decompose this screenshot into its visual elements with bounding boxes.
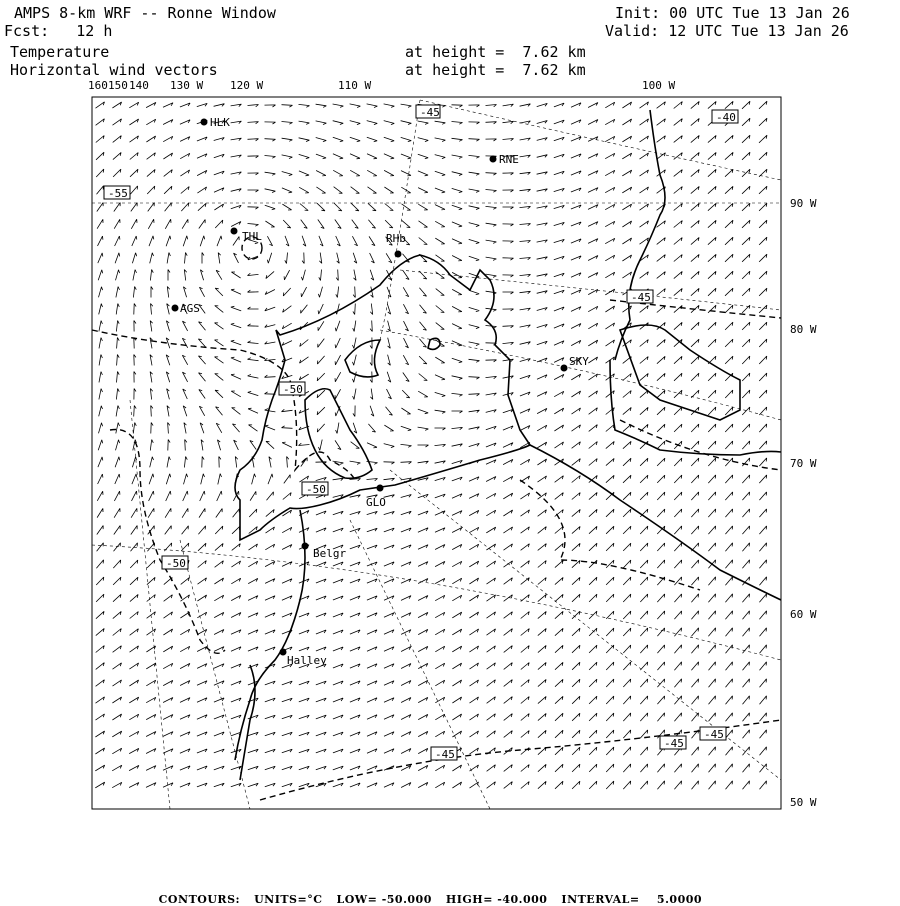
temperature-contours	[92, 237, 781, 800]
svg-text:RNE: RNE	[499, 153, 519, 166]
svg-text:-50: -50	[283, 383, 303, 396]
tick-160: 160	[88, 79, 108, 92]
station-halley[interactable]	[280, 649, 328, 668]
tick-50w: 50 W	[790, 796, 817, 809]
tick-150: 150	[108, 79, 128, 92]
contour-label-east	[627, 290, 653, 304]
valid-time: Valid: 12 UTC Tue 13 Jan 26	[605, 22, 849, 40]
svg-text:-55: -55	[108, 187, 128, 200]
latitude-labels	[790, 197, 817, 809]
contour-label-top-right	[712, 110, 738, 124]
svg-text:Belgr: Belgr	[313, 547, 347, 560]
contour-label-center	[302, 482, 328, 496]
tick-70w: 70 W	[790, 457, 817, 470]
contours-low: LOW= -50.000	[336, 893, 432, 906]
station-hlk[interactable]	[201, 116, 231, 129]
field-wind: Horizontal wind vectors	[10, 61, 218, 79]
contour-label-top	[416, 105, 440, 119]
contour-labels	[104, 105, 738, 761]
svg-text:GLO: GLO	[366, 496, 386, 509]
field-temperature-height: at height = 7.62 km	[405, 43, 586, 61]
svg-text:THL: THL	[242, 230, 262, 243]
meridian-line-h	[130, 400, 170, 809]
svg-text:-45: -45	[631, 291, 651, 304]
alexander-island	[620, 325, 740, 420]
tick-110w: 110 W	[338, 79, 372, 92]
svg-text:-50: -50	[166, 557, 186, 570]
contour-label-south-east-2	[700, 727, 726, 741]
coast-south-west	[240, 665, 255, 780]
stations	[172, 116, 590, 667]
svg-text:-45: -45	[435, 748, 455, 761]
station-rne[interactable]	[490, 153, 519, 166]
contour-info	[150, 880, 716, 906]
contour-minus50-north	[92, 330, 355, 480]
tick-100w: 100 W	[642, 79, 676, 92]
field-temperature: Temperature	[10, 43, 110, 61]
svg-text:-45: -45	[420, 106, 440, 119]
init-time: Init: 00 UTC Tue 13 Jan 26	[615, 4, 850, 22]
tick-140: 140	[129, 79, 149, 92]
wind-vectors	[95, 101, 767, 789]
henry-ice-rise	[345, 340, 380, 377]
contour-label-left	[104, 186, 130, 200]
svg-text:Halley: Halley	[287, 654, 327, 667]
tick-90w: 90 W	[790, 197, 817, 210]
tick-60w: 60 W	[790, 608, 817, 621]
coast-peninsula-north	[615, 110, 665, 360]
svg-text:-50: -50	[306, 483, 326, 496]
contours-high: HIGH= -40.000	[445, 893, 548, 906]
svg-text:-45: -45	[664, 737, 684, 750]
longitude-labels	[88, 79, 675, 92]
coast-west	[235, 510, 305, 760]
station-belgr[interactable]	[302, 543, 347, 561]
contour-label-mid-left	[279, 382, 305, 396]
map-title: AMPS 8-km WRF -- Ronne Window	[14, 4, 276, 22]
meridian-line-a	[92, 545, 781, 660]
svg-text:-40: -40	[716, 111, 736, 124]
contour-label-west	[162, 556, 188, 570]
tick-130w: 130 W	[170, 79, 204, 92]
forecast-hour: Fcst: 12 h	[4, 22, 113, 40]
wind-vector-field	[95, 101, 767, 789]
tick-120w: 120 W	[230, 79, 264, 92]
field-wind-height: at height = 7.62 km	[405, 61, 586, 79]
contours-label: CONTOURS:	[158, 893, 241, 906]
contours-interval: INTERVAL= 5.0000	[561, 893, 703, 906]
svg-text:RHb: RHb	[386, 232, 406, 245]
tick-80w: 80 W	[790, 323, 817, 336]
svg-text:SKY: SKY	[569, 355, 589, 368]
graticule	[92, 100, 781, 809]
svg-text:AGS: AGS	[180, 302, 200, 315]
contour-label-south-east	[660, 736, 686, 750]
station-thl[interactable]	[231, 228, 263, 244]
meridian-line-e	[350, 520, 490, 809]
station-ags[interactable]	[172, 302, 200, 315]
contours-units: UNITS=°C	[254, 893, 323, 906]
svg-text:-45: -45	[704, 728, 724, 741]
svg-text:HLK: HLK	[210, 116, 230, 129]
contour-label-south	[431, 747, 457, 761]
meridian-line-b	[380, 100, 420, 340]
